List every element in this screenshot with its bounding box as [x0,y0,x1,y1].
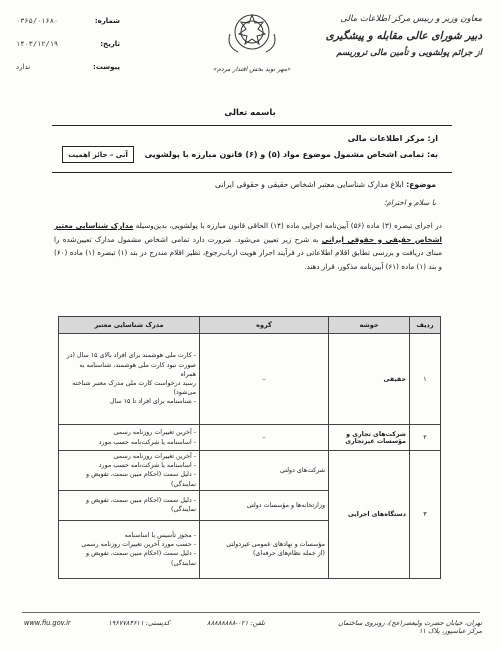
document-cell: - کارت ملی هوشمند برای افراد بالای ۱۵ سال (در صورت نبود کارت ملی هوشمند، شناسنامه به همراه رسید درخواست کارت ملی مدرک معتبر شناخته می‌شود) - شناسنامه برای افراد تا ۱۵ سال [59,334,200,425]
footer-divider [22,612,480,613]
motto: «مهر نوید بخش اقتدار مردم» [213,66,291,73]
document-cell: - آخرین تغییرات روزنامه رسمی - اساسنامه یا شرکت‌نامه حسب مورد - دلیل سمت (احکام مبین سمت، تفویض و نمایندگی) [59,451,200,491]
issuer-line-2: دبیر شورای عالی مقابله و پیشگیری [325,30,482,42]
footer-postal-code: کدپستی: ۱۹۶۷۷۸۴۶۱۱ [108,619,170,627]
subject-line [76,180,436,189]
meta-attachment: پیوست: ندارد [16,63,120,71]
table-header-row [59,317,441,334]
documents-table [58,316,441,579]
meta-number: شماره: ۰۳۶۵/۰۱۶۸۰ [16,17,120,25]
issuer-block [292,12,482,61]
column-header-group: گروه [200,317,329,334]
group-cell: مؤسسات و نهادهای عمومی غیردولتی (از جمله نظام‌های حرفه‌ای) [200,520,329,578]
subject-text: ابلاغ مدارک شناسایی معتبر اشخاص حقیقی و حقوقی ایرانی [215,180,404,189]
subject-label: موضوع: [406,180,436,189]
body-paragraph: در اجرای تبصره (۳) ماده (۵۶) آیین‌نامه اجرایی ماده (۱۴) الحاقی قانون مبارزه با پولشویی، بدین‌وسیله مدارک شناسایی معتبر اشخاص حقیقی و حقوقی ایرانی به شرح زیر تعیین می‌شود. ضرورت دارد تمامی اشخاص مشمول مدارک تعیین‌شده را مبنای دریافت و بررسی تطابق اقلام اطلاعاتی در فرآیند احراز هویت ارباب‌رجوع، نظیر اقلام مندرج در بند (۱) تبصره (۱) ماده (۶۰) و بند (۱) ماده (۶۱) آیین‌نامه مذکور، قرار دهند. [54,221,443,271]
issuer-line-3: از جرائم پولشویی و تأمین مالی تروریسم [336,48,482,58]
document-cell: - مجوز تأسیس یا اساسنامه - حسب مورد آخرین تغییرات روزنامه رسمی - دلیل سمت (احکام مبین سمت، تفویض و نمایندگی) [59,520,200,578]
table-row: ۳ دستگاه‌های اجرایی شرکت‌های دولتی - آخرین تغییرات روزنامه رسمی - اساسنامه یا شرکت‌نامه حسب مورد - دلیل سمت (احکام مبین سمت، تفویض و نمایندگی) [59,451,441,491]
from-line: از: مرکز اطلاعات مالی [347,134,438,143]
document-cell: - آخرین تغییرات روزنامه رسمی - اساسنامه یا شرکت‌نامه حسب مورد [59,425,200,451]
meta-date: تاریخ: ۱۴۰۳/۱۲/۱۹ [16,40,120,48]
footer-address: تهران، خیابان حضرت ولیعصر(عج)، روبروی ساختمان مرکز عباسپور، پلاک ۱۱ [338,619,482,635]
emblem-icon [220,6,284,62]
table-row: ۲ شرکت‌های تجاری و مؤسسات غیرتجاری – - آخرین تغییرات روزنامه رسمی - اساسنامه یا شرکت‌نامه حسب مورد [59,425,441,451]
issuer-line-1: معاون وزیر و رییس مرکز اطلاعات مالی [340,14,482,24]
table-row: وزارتخانه‌ها و مؤسسات دولتی - دلیل سمت (احکام مبین سمت، تفویض و نمایندگی) [59,490,441,520]
greeting: با سلام و احترام؛ [383,198,436,207]
heading-divider [52,125,452,126]
priority-badge: آنی – حائز اهمیت [62,146,134,163]
addressee-divider [52,172,452,173]
table-row: ۱ حقیقی – - کارت ملی هوشمند برای افراد بالای ۱۵ سال (در صورت نبود کارت ملی هوشمند، شناسنامه به همراه رسید درخواست کارت ملی مدرک معتبر شناخته می‌شود) - شناسنامه برای افراد تا ۱۵ سال [59,334,441,425]
doc-heading: باسمه تعالی [224,108,276,118]
footer-website-link[interactable]: www.fiu.gov.ir [24,619,71,627]
column-header-person: خوشه [329,317,410,334]
to-line: به: تمامی اشخاص مشمول موضوع مواد (۵) و (۶) قانون مبارزه با پولشویی [144,150,438,159]
document-cell: - دلیل سمت (احکام مبین سمت، تفویض و نمایندگی) [59,490,200,520]
footer-phone: تلفن: ۰۲۱-۸۸۸۸۸۸۸۸ [207,619,265,627]
column-header-valid-document: مدرک شناسایی معتبر [59,317,200,334]
column-header-row-number: ردیف [410,317,441,334]
